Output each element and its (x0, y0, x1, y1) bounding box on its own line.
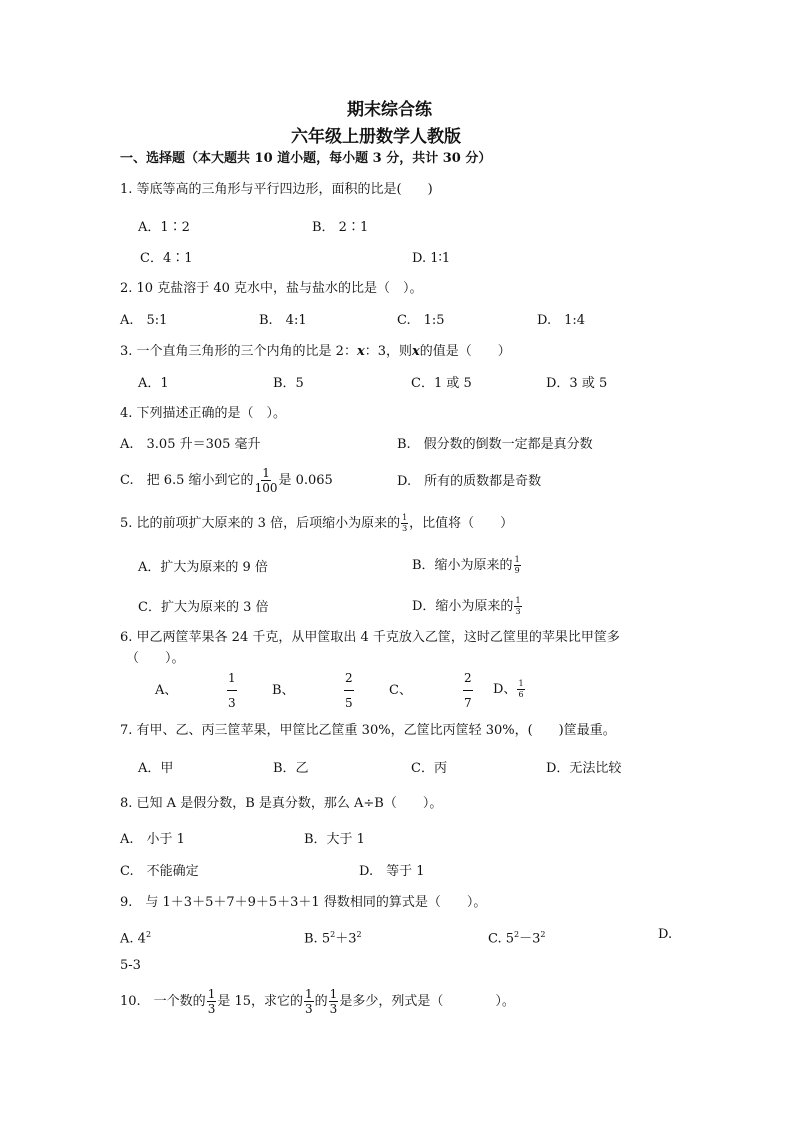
question-7-option-d: D．无法比较 (546, 761, 622, 776)
question-10-de: 的 (314, 994, 328, 1009)
question-6-option-c: C、 (389, 683, 412, 698)
fraction-2-5 (344, 672, 354, 709)
question-5-option-b-pre: B．缩小为原来的 (412, 558, 513, 573)
question-6-option-b-fraction (343, 672, 355, 709)
question-4-option-c-pre: C. 把 6.5 缩小到它的 (120, 473, 254, 488)
question-9-stem: 9. 与 1＋3＋5＋7＋9＋5＋3＋1 得数相同的算式是（ ）。 (120, 895, 487, 910)
fraction-denominator: 9 (514, 566, 520, 575)
question-8-option-d: D. 等于 1 (359, 864, 425, 879)
question-9-option-b (304, 927, 362, 947)
page-title: 期末综合练 (347, 100, 432, 120)
question-5-option-d (412, 595, 523, 619)
fraction-denominator: 5 (345, 696, 353, 710)
fraction-1-9 (514, 556, 521, 575)
fraction-numerator: 2 (463, 672, 473, 691)
question-1-option-c: C．4∶1 (140, 251, 193, 266)
question-6-option-b: B、 (272, 683, 295, 698)
question-9-option-b-rest: ＋3 (335, 931, 357, 947)
fraction-denominator: 3 (329, 1002, 338, 1016)
fraction-numerator: 1 (262, 466, 270, 480)
fraction-1-3 (514, 597, 521, 616)
question-5-stem-post: ，比值将（ ） (409, 516, 514, 531)
question-10-stem-post: 是多少，列式是（ ）。 (339, 994, 515, 1009)
exponent: 2 (330, 930, 336, 939)
question-3-stem-pre: 3. 一个直角三角形的三个内角的比是 2： (120, 344, 357, 359)
exponent: 2 (356, 930, 362, 939)
question-2-option-b: B. 4:1 (259, 313, 307, 328)
fraction-numerator: 2 (344, 672, 354, 691)
fraction-denominator: 3 (402, 524, 408, 533)
fraction-1-3-large (227, 672, 237, 709)
fraction-2-7 (463, 672, 473, 709)
question-3-stem (120, 344, 511, 360)
fraction-numerator: 1 (402, 513, 408, 522)
question-5-option-d-pre: D．缩小为原来的 (412, 599, 514, 614)
fraction-denominator: 100 (254, 481, 278, 495)
question-8-option-a: A. 小于 1 (120, 832, 185, 847)
question-6-option-a: A、 (155, 683, 178, 698)
section-heading: 一、选择题（本大题共 10 道小题，每小题 3 分，共计 30 分） (120, 151, 492, 166)
fraction-1-6 (517, 680, 524, 699)
fraction-denominator: 6 (518, 690, 524, 699)
question-9-option-c (488, 927, 546, 947)
question-3-option-d: D．3 或 5 (546, 376, 608, 391)
question-1-option-a: A．1∶2 (138, 220, 190, 235)
question-9-option-d-value: 5-3 (120, 958, 141, 973)
fraction-numerator: 1 (515, 596, 521, 605)
question-4-option-b: B. 假分数的倒数一定都是真分数 (397, 437, 593, 452)
fraction-1-3-b (304, 988, 314, 1015)
fraction-denominator: 3 (515, 607, 521, 616)
question-1-option-b: B． 2∶1 (312, 220, 369, 235)
fraction-denominator: 7 (464, 696, 472, 710)
exponent: 2 (540, 930, 546, 939)
question-3-option-c: C．1 或 5 (411, 376, 472, 391)
question-6-option-d (493, 679, 526, 701)
question-6-stem: 6. 甲乙两筐苹果各 24 千克，从甲筐取出 4 千克放入乙筐，这时乙筐里的苹果比甲筐多 (120, 630, 620, 645)
question-1-stem: 1. 等底等高的三角形与平行四边形，面积的比是( ) (120, 182, 433, 197)
question-8-option-c: C. 不能确定 (120, 864, 199, 879)
question-4-option-d: D. 所有的质数都是奇数 (397, 474, 542, 489)
question-8-stem: 8. 已知 A 是假分数，B 是真分数，那么 A÷B（ ）。 (120, 796, 443, 811)
fraction-1-3-small (401, 514, 408, 533)
fraction-1-100 (255, 467, 278, 494)
fraction-numerator: 1 (305, 987, 313, 1001)
question-2-stem: 2. 10 克盐溶于 40 克水中，盐与盐水的比是（ ）。 (120, 281, 423, 296)
fraction-numerator: 1 (518, 679, 524, 688)
question-6-option-c-fraction (462, 672, 474, 709)
fraction-denominator: 3 (305, 1002, 313, 1016)
question-9-option-c-base: C. 5 (488, 931, 515, 947)
question-9-option-d: D. (658, 927, 673, 942)
question-4-option-c (120, 466, 333, 496)
question-10-stem-mid: 是 15，求它的 (217, 994, 304, 1009)
question-6-option-d-label: D、 (493, 682, 517, 697)
question-9-option-b-base: B. 5 (304, 931, 331, 947)
question-5-stem-pre: 5. 比的前项扩大原来的 3 倍，后项缩小为原来的 (120, 516, 401, 531)
question-5-stem (120, 514, 513, 534)
question-9-option-a-base: A. 4 (120, 931, 146, 947)
question-9-option-a (120, 927, 151, 947)
question-4-stem: 4. 下列描述正确的是（ ）。 (120, 406, 287, 421)
question-3-stem-post: 的值是（ ） (419, 344, 511, 359)
question-9-option-c-rest: －3 (519, 931, 541, 947)
question-10-stem (120, 985, 515, 1019)
question-3-variable-2: x (412, 344, 420, 359)
fraction-numerator: 1 (514, 555, 520, 564)
question-2-option-d: D. 1:4 (537, 313, 586, 328)
fraction-1-3-a (207, 988, 217, 1015)
question-10-stem-pre: 10. 一个数的 (120, 994, 206, 1009)
question-2-option-a: A. 5:1 (120, 313, 168, 328)
question-3-option-a: A．1 (138, 376, 169, 391)
question-1-option-d: D. 1∶1 (412, 251, 451, 266)
question-5-option-c: C．扩大为原来的 3 倍 (138, 600, 269, 615)
question-5-option-a: A．扩大为原来的 9 倍 (138, 560, 268, 575)
question-7-stem: 7. 有甲、乙、丙三筐苹果，甲筐比乙筐重 30%，乙筐比丙筐轻 30%，( )筐最重。 (120, 723, 616, 738)
question-7-option-a: A．甲 (138, 761, 174, 776)
question-6-stem-line2: （ ）。 (126, 651, 185, 666)
question-2-option-c: C. 1:5 (397, 313, 445, 328)
fraction-numerator: 1 (207, 987, 216, 1001)
fraction-numerator: 1 (329, 987, 338, 1001)
question-4-option-a: A. 3.05 升＝305 毫升 (120, 437, 261, 452)
fraction-denominator: 3 (228, 696, 236, 710)
question-8-option-b: B．大于 1 (304, 832, 365, 847)
question-3-variable: x (356, 344, 365, 359)
question-7-option-c: C．丙 (411, 761, 447, 776)
question-3-stem-mid: ：3，则 (364, 344, 412, 359)
exponent: 2 (145, 930, 152, 939)
question-5-option-b (412, 554, 522, 578)
question-4-option-c-post: 是 0.065 (278, 473, 333, 488)
fraction-denominator: 3 (207, 1002, 216, 1016)
fraction-numerator: 1 (227, 672, 237, 691)
exponent: 2 (514, 930, 520, 939)
fraction-1-3-c (329, 988, 339, 1015)
question-3-option-b: B．5 (273, 376, 304, 391)
page-subtitle: 六年级上册数学人教版 (291, 127, 461, 147)
question-7-option-b: B．乙 (273, 761, 309, 776)
question-6-option-a-fraction (226, 672, 238, 709)
